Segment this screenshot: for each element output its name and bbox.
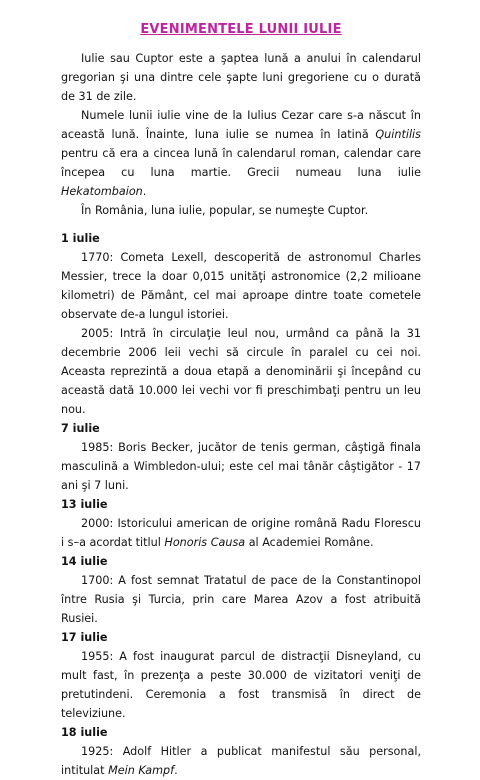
text-run: În România, luna iulie, popular, se numeşte Cuptor. [81, 204, 369, 217]
events-section [61, 229, 421, 780]
text-run: pentru că era a cincea lună în calendarul roman, calendar care începea cu luna martie. Grecii numeau luna iulie [61, 147, 421, 179]
event-date: 14 iulie [61, 555, 108, 568]
italic-term: Mein Kampf [108, 764, 175, 777]
intro-section [61, 49, 421, 220]
italic-term: Hekatombaion [61, 185, 143, 198]
italic-term: Honoris Causa [164, 536, 246, 549]
event-text [61, 647, 421, 723]
text-run: . [174, 764, 178, 777]
event-date: 18 iulie [61, 726, 108, 739]
italic-term: Quintilis [375, 128, 421, 141]
intro-paragraph [61, 49, 421, 106]
event-text [61, 324, 421, 419]
page-title: EVENIMENTELE LUNII IULIE [140, 22, 342, 37]
intro-paragraph [61, 201, 421, 220]
text-run: 1985: Boris Becker, jucător de tenis german, câştigă finala masculină a Wimbledon-ului; este cel mai tânăr câştigător - 17 ani şi 7 luni. [61, 441, 421, 492]
text-run: 2000: Istoricului american de origine română Radu Florescu i s–a acordat titlul [61, 517, 421, 549]
event-text [61, 742, 421, 780]
event-date: 7 iulie [61, 422, 100, 435]
event-text [61, 514, 421, 552]
text-run: 1770: Cometa Lexell, descoperită de astronomul Charles Messier, trece la doar 0,015 unităţi astronomice (2,2 milioane kilometri) de Pământ, cel mai aproape dintre toate cometele observate de-a lungul istoriei. [61, 251, 421, 321]
event-text [61, 248, 421, 324]
text-run: Iulie sau Cuptor este a şaptea lună a anului în calendarul gregorian şi una dintre cele şapte luni gregoriene cu o durată de 31 de zile. [61, 52, 421, 103]
intro-paragraph [61, 106, 421, 201]
event-date: 1 iulie [61, 232, 100, 245]
event-date: 17 iulie [61, 631, 108, 644]
event-text [61, 438, 421, 495]
text-run: . [142, 185, 147, 198]
text-run: 1700: A fost semnat Tratatul de pace de la Constantinopol între Rusia şi Turcia, prin care Marea Azov a fost atribuită Rusiei. [61, 574, 421, 625]
text-run: 1925: Adolf Hitler a publicat manifestul său personal, intitulat [61, 745, 421, 777]
event-date: 13 iulie [61, 498, 108, 511]
document-page [61, 22, 421, 780]
text-run: al Academiei Române. [245, 536, 374, 549]
text-run: 2005: Intră în circulaţie leul nou, urmând ca până la 31 decembrie 2006 leii vechi să circule în paralel cu cei noi. Aceasta reprezintă a doua etapă a denominării şi începând cu această dată 10.000 lei vechi vor fi preschimbaţi pentru un leu nou. [61, 327, 421, 416]
event-text [61, 571, 421, 628]
text-run: Numele lunii iulie vine de la Iulius Cezar care s-a născut în această lună. Înainte, luna iulie se numea în latină [61, 109, 421, 141]
text-run: 1955: A fost inaugurat parcul de distracţii Disneyland, cu mult fast, în prezenţa a peste 30.000 de vizitatori veniţi de pretutindeni. Ceremonia a fost transmisă în direct de televiziune. [61, 650, 421, 720]
